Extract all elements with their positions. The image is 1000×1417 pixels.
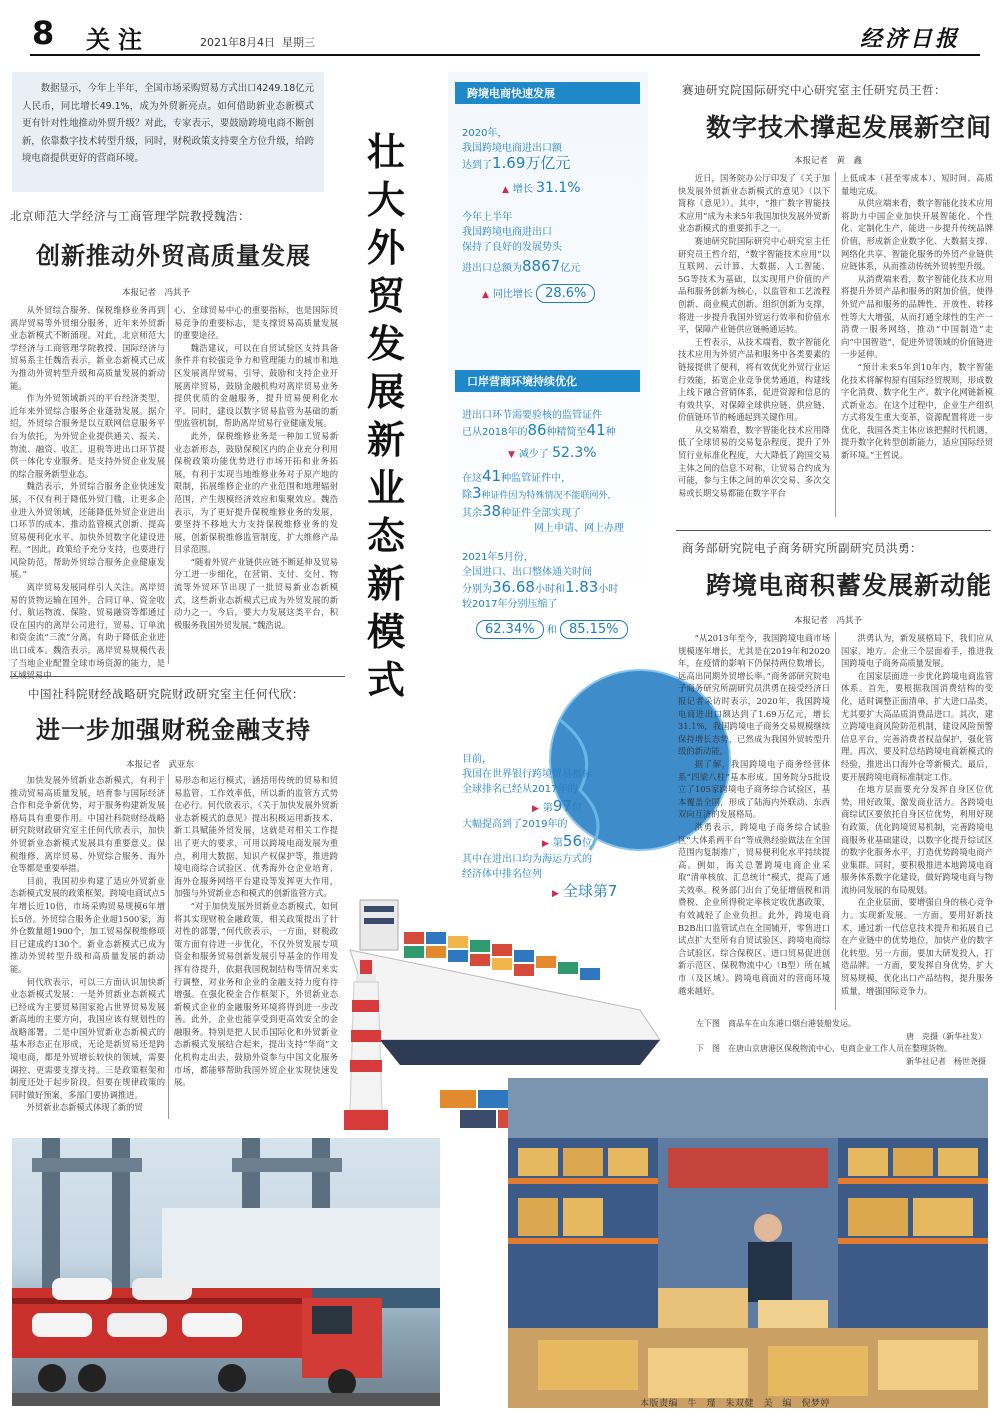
s2-and: 和 [546,625,557,636]
article-3-byline: 本报记者 黄 鑫 [794,156,863,166]
warehouse-photo [508,1078,988,1408]
column-divider [835,632,836,1010]
article-2-byline: 本报记者 武亚东 [126,760,195,770]
s1-value: 1.69万亿元 [492,154,571,172]
s2-value-e: 38 [482,502,502,520]
s3-rank-b-value: 56 [562,832,583,850]
s1-block [462,126,642,303]
s3-rank-c-value: 全球第7 [562,882,618,900]
caption-left-text: 商品车在山东港口烟台港装船发运。 [728,1019,856,1028]
article-3-headline: 数字技术撑起发展新空间 [706,113,993,142]
triangle-up-icon: ▲ [482,290,489,300]
caption-right-credit: 新华社记者 杨世尧摄 [906,1056,986,1066]
s2-line5-pre: 其余 [462,508,482,519]
caption-right-text: 在唐山京唐港区保税物流中心，电商企业工作人员在整理货物。 [728,1044,952,1053]
s3-rank-b-post: 位 [582,838,593,849]
page-number: 8 [32,14,55,52]
warehouse-scene [508,1078,988,1408]
article-2-kicker: 中国社科院财经战略研究院财政研究室主任何代欣： [28,687,304,701]
paragraph: 从外贸综合服务、保税维修业务再到离岸贸易等外贸细分服务，近年来外贸新业态新模式不断涌现。对此，北京师范大学经济与工商管理学院教授、国际经济与贸易系主任魏浩表示，新业态新模式已成为推动外贸转型升级和高质量发展的新动能。 [10,305,165,391]
s1-value2: 8867 [522,257,561,275]
paragraph: 在地方层面要充分发挥自身区位优势，用好政策，激发商业活力。各跨境电商综试区要依托自身区位优势，利用好现有政策，优化跨境贸易机制，完善跨境电商服务业基础建设，以数字化提升综试区的数字化服务水平，打造优势跨境电商产业集群。同时，要积极推进本地跨境电商服务体系数字化建设，做好跨境电商与物流协同发展的布局规划。 [841,784,993,895]
s3-rank-a-post: 位 [572,803,583,814]
footer-editors: 本版责编 牛 瑾 朱双健 美 编 倪梦婷 [640,1399,831,1409]
article-4-byline: 本报记者 冯其予 [794,616,863,626]
article-3-col-2 [841,172,993,522]
s3-line1: 目前， [462,754,492,765]
column-divider [168,774,169,1119]
s2-pcts [476,620,642,639]
paragraph: 在国家层面进一步优化跨境电商监管体系。首先，要根据我国消费结构的变化，适时调整正面清单，扩大进口品类，尤其要扩大高品质消费品进口。其次，建立跨境电商风险防范机制，建设风险预警信息平台，完善消费者权益保护，强化管理。再次，要及时总结跨境电商新模式的经验，推进出口海外仓等新模式。最后，要开展跨境电商标准制定工作。 [841,670,993,782]
s2-line3-pre: 在这 [462,473,482,484]
caption-left [696,1018,996,1031]
article-3 [670,78,995,523]
s1-line3 [462,156,642,173]
s3-line3: 全球排名已经从2017年的 [462,784,578,795]
s2-line2-pre: 已从2018年的 [462,427,528,438]
main-title: 壮大外贸发展新业态新模式 [366,130,405,702]
paragraph: 赛迪研究院国际研究中心研究室主任研究员王哲介绍，“数字智能技术应用”以互联网、云计算、大数据、人工智能、5G等技术为基础，以实现用户价值的产品和服务创新为核心，以监管和工艺流程创新、商业模式创新、组织创新为支撑，将进一步提升我国外贸运行效率和价值水平，保障产业链供应链畅通运转。 [678,235,830,335]
s2-line9-post: 小时 [598,584,619,595]
article-3-kicker: 赛迪研究院国际研究中心研究室主任研究员王哲： [682,83,946,97]
paragraph: 上低成本（甚至零成本）、短时间、高质量地完成。 [841,173,993,196]
s2-line4-post: 种证件因为特殊情况不能联网外， [481,491,617,501]
section-title: 关注 [86,25,150,54]
paragraph: 魏浩建议，可以在自贸试验区支持具备条件并有较强竞争力和管理能力的城市和地区发展离岸贸易，引导、鼓励和支持企业开展离岸贸易，鼓励金融机构对离岸贸易业务提供优质的金融服务，提升贸易便利化水平。同时，建设以数字贸易监管为基础的新型监管机制，帮助离岸贸易行业健康发展。 [174,342,338,429]
article-1 [0,200,345,681]
s2-line9-pre: 分别为 [462,584,492,595]
s1-value2-unit: 亿元 [560,263,581,274]
s2-line9-mid: 小时和 [534,584,565,595]
lighthouse-illustration [336,960,396,1130]
s1-growth2-value: 28.6% [536,284,595,303]
article-3-col-1 [678,172,830,522]
s2-line10: 较2017年分别压缩了 [462,599,558,610]
paragraph: 作为外贸领域新兴的平台经济类型，近年来外贸综合服务企业蓬勃发展。据介绍，外贸综合服务是以互联网信息服务平台为依托，为外贸企业提供通关、报关、物流、融资、收汇、退税等进出口环节提供一体化专业服务。是支持外贸企业发展的综合服务新型业态。 [10,393,165,479]
caption-left-credit: 唐 克摄（新华社发） [906,1031,986,1041]
s2-line9 [462,580,642,597]
s1-line4: 今年上半年 [462,212,512,223]
s2-value-g: 1.83 [564,578,599,596]
paragraph: 加快发展外贸新业态新模式，有利于推动贸易高质量发展，培育参与国际经济合作和竞争新优势，对于服务构建新发展格局具有重要作用。中国社科院财经战略研究院财政研究室主任何代欣表示，加快外贸新业态新模式发展具有重要意义。保税维修、离岸贸易、外贸综合服务、海外仓等都是重要举措。 [10,775,165,874]
triangle-down-icon: ▼ [508,450,515,460]
s3-rank-b-pre: 第 [552,838,563,849]
paragraph: 洪勇认为，新发展格局下，我们应从国家、地方、企业三个层面着手，推进我国跨境电子商务高质量发展。 [841,633,993,669]
s2-line6: 网上申请、网上办理 [534,523,624,534]
article-4-col-2 [841,632,993,1012]
s2-line4-pre: 除 [462,490,472,501]
paper-name: 经济日报 [860,26,961,52]
s2-pct-a: 62.34% [476,620,544,639]
triangle-up-icon: ▶ [532,804,539,814]
article-4-col-1 [678,632,830,1012]
triangle-up-icon: ▶ [542,839,549,849]
s1-line7-pre: 进出口总额为 [462,263,522,274]
section2-title: 口岸营商环境持续优化 [455,370,640,392]
article-1-headline: 创新推动外贸高质量发展 [36,241,311,270]
paragraph: 王哲表示，从技术端看，数字智能化技术应用为外贸产品和服务中各类要素的链接提供了便利，将有效优化外贸行业运行效能，拓宽企业竞争优势通道，构建线上线下融合营销体系，促进资源和信息的有效共享，对保障全球供应链、供应链、价值链环节的畅通起到关键作用。 [678,336,830,423]
paragraph: 离岸贸易发展同样引人关注。离岸贸易的货物运输在国外，合同订单、资金收付、航运物流、保险、贸易融资等都通过设在国内的离岸公司进行，贸易、订单流和资金流“三流”分离，有助于降低企业进出口成本。魏浩表示，离岸贸易规模代表了当地企业配置全球市场资源的能力，是区域贸易中 [10,582,165,681]
masthead [0,0,1000,60]
photo-captions [696,1018,996,1068]
paragraph: 从供应端来看，数字智能化技术应用将助力中国企业加快开展智能化、个性化、定制化生产，能进一步提升传统品牌价值，形成新企业数字化、大数据支撑、网络化共享、智能化服务的外贸产业链供应链体系，从而推动传统外贸转型升级。 [841,198,993,272]
article-1-col-2 [174,304,338,669]
triangle-up-icon: ▶ [552,889,559,899]
s2-line1: 进出口环节需要验核的监管证件 [462,410,602,421]
s1-growth [502,181,642,198]
issue-date: 2021年8月4日 [200,36,275,49]
paragraph: 洪勇表示，跨境电子商务综合试验区“大体系两平台”等成熟经验做法在全国范围内复制推广，贸易便利化水平持续提高。例如，海关总署跨境电商企业采取“清单核放、汇总统计”模式，提高了通关效率。税务部门出台了免征增值税和消费税、企业所得税定率核定收优惠政策，有效减轻了企业负担。此外，跨境电商B2B出口监管试点在全国铺开，零售进口试点扩大至所有自贸试验区、跨境电商综合试验区、综合保税区、进口贸易促进创新示范区、保税物流中心（B型）所在城市（及区域）。跨境电商面对的营商环境越来越好。 [678,821,830,996]
s1-line1: 2020年， [462,128,508,139]
paragraph: 何代欣表示，可以三方面认识加快新业态新模式发展：一是外贸新业态新模式已经成为主要贸易国家抢占世界贸易发展新高地的主要方向，我国应该有规划性的战略部署。二是中国外贸新业态新模式的基本形态正在形成，无论是新贸易还是跨境电商，都是外贸增长较快的领域，需要调控、更需要支撑支持。三是政策框架和制度还处于起步阶段，但要在规律政策的同时做好预案，多部门要协调推进。 [10,976,165,1100]
s2-value-a: 86 [527,421,547,439]
paragraph: 此外，保税维修业务是一种加工贸易新业态新形态，鼓励保税区内的企业充分利用保税政策功能优势进行市场开拓和业务拓展，有利于实现当地维修业务对于原产地的限制，拓展维修企业的产业范围和地理辐射范围，产生规模经济效应和集聚效应。魏浩表示，为了更好提升保税维修业务的发展，要坚持不移地大力支持保税维修业务的发展，创新保税维修监管制度，扩大维修产品目录范围。 [174,430,338,555]
port-photo [12,1138,440,1406]
article-2-col-2 [174,774,338,1124]
s1-growth-value: 31.1% [536,180,581,196]
s3-rank-a [532,799,642,817]
s2-line2-post: 种 [605,427,616,438]
article-1-byline: 本报记者 冯其予 [122,288,191,298]
s1-growth2-label: 同比增长 [492,289,533,300]
s3-rank-a-pre: 第 [542,803,553,814]
paragraph: “对于加快发展外贸新业态新模式，如何将其实现财税金融政策，相关政策提出了针对性的部署，”何代欣表示，一方面，财税政策方面有待进一步优化，不仅外贸发展专项资金和服务贸易创新发展引导基金的作用发挥有待提升，依据我国税制结构等情况来实行调整，对业务和企业的金融支持力度有待增强。在强化税金合作框架下，外贸新业态新模式企业的金融服务环境将得到进一步改善。此外，企业也能享受到更高效安全的金融服务。特别是把人民币国际化和外贸新业态新模式发展结合起来，提出支持“华商”文化机构走出去，鼓励外资参与中国文化服务市场，都能够帮助我国外贸企业实现快速发展。 [174,900,338,1088]
s2-reduce [508,446,642,463]
s1-line5: 我国跨境电商进出口 [462,227,552,238]
s1-line3-pre: 达到了 [462,160,492,171]
article-4 [670,534,995,1034]
s1-line6: 保持了良好的发展势头 [462,242,562,253]
paragraph: 近日，国务院办公厅印发了《关于加快发展外贸新业态新模式的意见》（以下简称《意见》）。其中，“推广数字智能技术应用”成为未来5年我国加快发展外贸新业态新模式的重要抓手之一。 [678,173,830,234]
s2-line5 [462,504,642,521]
s2-value-b: 41 [586,421,606,439]
caption-left-label: 左下图 [696,1019,720,1028]
paragraph: 外贸新业态新模式体现了新的贸 [26,1102,143,1113]
column-divider [835,172,836,517]
paragraph: “预计未来5年到10年内，数字智能化技术将解构原有国际经贸规则，形成数字化消费、数字化生产、数字化网链新模式新业态。在这个过程中，企业生产组织方式将发生重大变革，资源配置将进一步优化，我国各类主体应该把握时代机遇，提升数字化转型创新能力，适应国际经贸新环境。”王哲说。 [841,361,993,461]
s2-line7: 2021年5月份， [462,552,534,563]
article-2-col-1 [10,774,165,1124]
paragraph: “从2013年至今，我国跨境电商市场规模逐年增长，尤其是在2019年和2020年，在疫情的影响下仍保持两位数增长，远高出同期外贸增长率。”商务部研究院电子商务研究所副研究员洪勇在接受经济日报记者采访时表示，2020年，我国跨境电商进出口额达到了1.69万亿元，增长31.1%，我国跨境电子商务交易规模继续保持增长态势，已然成为我国外贸转型升级的新动能。 [678,633,830,757]
s2-pct-b: 85.15% [560,620,628,639]
article-2 [0,680,345,1125]
s2-line2 [462,423,642,440]
article-4-kicker: 商务部研究院电子商务研究所副研究员洪勇： [682,541,922,555]
s2-line3 [462,469,642,486]
intro-text: 数据显示，今年上半年，全国市场采购贸易方式出口4249.18亿元人民币，同比增长49.1%，成为外贸新亮点。如何借助新业态新模式更有针对性地推动外贸升级？对此，专家表示，要鼓励跨境电商不断创新，依靠数字技术转型升级，同时，财税政策支持要全方位升级，给跨境电商提供更好的营商环境。 [22,83,314,165]
caption-right-label: 下 图 [696,1044,720,1053]
s2-line5-post: 种证件全部实现了 [501,508,582,519]
section-divider [676,530,991,531]
intro-box [12,72,324,192]
paragraph: 从消费端来看，数字智能化技术应用将提升外贸产品和服务的附加价值，使得外贸产品和服务的品牌性、开放性、转移性等大大增强，从而打通全球性的生产一消费一服务网络，推动“中国制造”走向“中国智造”，促进外贸领域的价值链进一步延伸。 [841,273,993,360]
section1-title: 跨境电商快速发展 [455,82,640,104]
s2-line2-mid: 种精简至 [546,427,587,438]
s2-line8: 全国进口、出口整体通关时间 [462,567,592,578]
s3-line6: 经济体中排名位列 [462,869,542,880]
s1-line7 [462,259,642,276]
paragraph: 心、全球贸易中心的重要指标，也是国际贸易竞争的重要标志，是支撑贸易高质量发展的重要途径。 [174,305,338,341]
article-4-headline: 跨境电商积蓄发展新动能 [706,571,993,600]
paragraph: 据了解，我国跨境电子商务经营体系“四梁八柱”基本形成。国务院分5批设立了105家跨境电子商务综合试验区，基本覆盖全国，形成了陆海内外联动、东西双向互济的发展格局。 [678,758,830,820]
s3-rank-a-value: 97 [552,797,573,815]
caption-right [696,1043,996,1056]
paragraph: 目前，我国初步构建了适应外贸新业态新模式发展的政策框架。跨境电商试点5年增长近10倍，市场采购贸易规模6年增长5倍。外贸综合服务企业超1500家，海外仓数量超1900个，加工贸易保税维修项目已建成约130个。新业态新模式已成为推动外贸转型升级和高质量发展的新动能。 [10,875,165,974]
s1-line2: 我国跨境电商进出口额 [462,143,562,154]
paragraph: 从交易端看，数字智能化技术应用降低了全球贸易的交易复杂程度，提升了外贸行业标准化程度，大大降低了跨国交易主体之间的信息不对称，让贸易合约成为可能，参与主体之间的单次交易、多次交易或长期交易都能在数字平台 [678,424,830,498]
s2-reduce-value: 52.3% [552,445,597,461]
port-scene [12,1138,440,1406]
s2-value-f: 36.68 [492,578,535,596]
s3-line5: 其中在进出口均为海运方式的 [462,854,592,865]
article-1-col-1 [10,304,165,681]
article-1-kicker: 北京师范大学经济与工商管理学院教授魏浩： [10,209,250,223]
s1-growth2 [482,284,642,303]
s2-line3-post: 种监管证件中， [501,473,572,484]
s3-line4: 大幅提高到了2019年的 [462,819,568,830]
s3-line2: 我国在世界银行跨境贸易指标 [462,769,592,780]
issue-weekday: 星期三 [282,36,315,49]
s2-reduce-label: 减少了 [518,449,549,460]
s2-block [462,408,642,639]
s2-value-c: 41 [482,467,502,485]
s2-value-d: 3 [472,484,482,502]
paragraph: 易形态和运行模式，涵括用传统的贸易和贸易监管、工作效率低，所以新的监管方式势在必行。何代欣表示，《关于加快发展外贸新业态新模式的意见》提出积极运用新技术、新工具赋能外贸发展，这就是对相关工作提出了更大的要求，可用以跨境电商发展为重点，利用大数据、知识产权保护等，推进跨境电商综合试验区、优秀海外仓企业培育、海外仓服务网络平台建设等发挥更大作用，加强与外贸新业态和模式的创新监管方式。 [174,775,338,899]
article-2-headline: 进一步加强财税金融支持 [36,715,311,744]
section-divider [10,676,345,677]
paragraph: 魏浩表示，外贸综合服务企业快速发展，不仅有利于降低外贸门槛，让更多企业进入外贸领域，还能降低外贸企业进出口环节的成本、推动监管模式创新、提高贸易便利化水平、加快外贸数字化建设进程。“因此，政策给予充分支持，也要进行风险防范，帮助外贸综合服务企业健康发展。” [10,481,165,580]
paragraph: “随着外贸产业链供应链不断延伸及贸易分工进一步细化，在营销、支付、交付、物流等外贸环节出现了一批贸易新业态新模式，这些新业态新模式已成为外贸发展的新动力之一。今后，要大力发展这类平台，积极服务我国外贸发展。”魏浩说。 [174,556,338,630]
column-divider [168,304,169,664]
masthead-rule [30,54,980,56]
triangle-up-icon: ▲ [502,185,509,195]
s1-growth-label: 增长 [512,184,533,195]
paragraph: 在企业层面，要增强自身的核心竞争力。实现新发展。一方面，要用好新技术，通过新一代信息技术提升和拓展自己在产业链中的优势地位，加快产业的数字化转型。另一方面，要加大研发投入，打造品牌。一方面，要发挥自身优势，扩大贸易规模，优化出口产品结构，提升服务质量，增强国际竞争力。 [841,897,993,996]
